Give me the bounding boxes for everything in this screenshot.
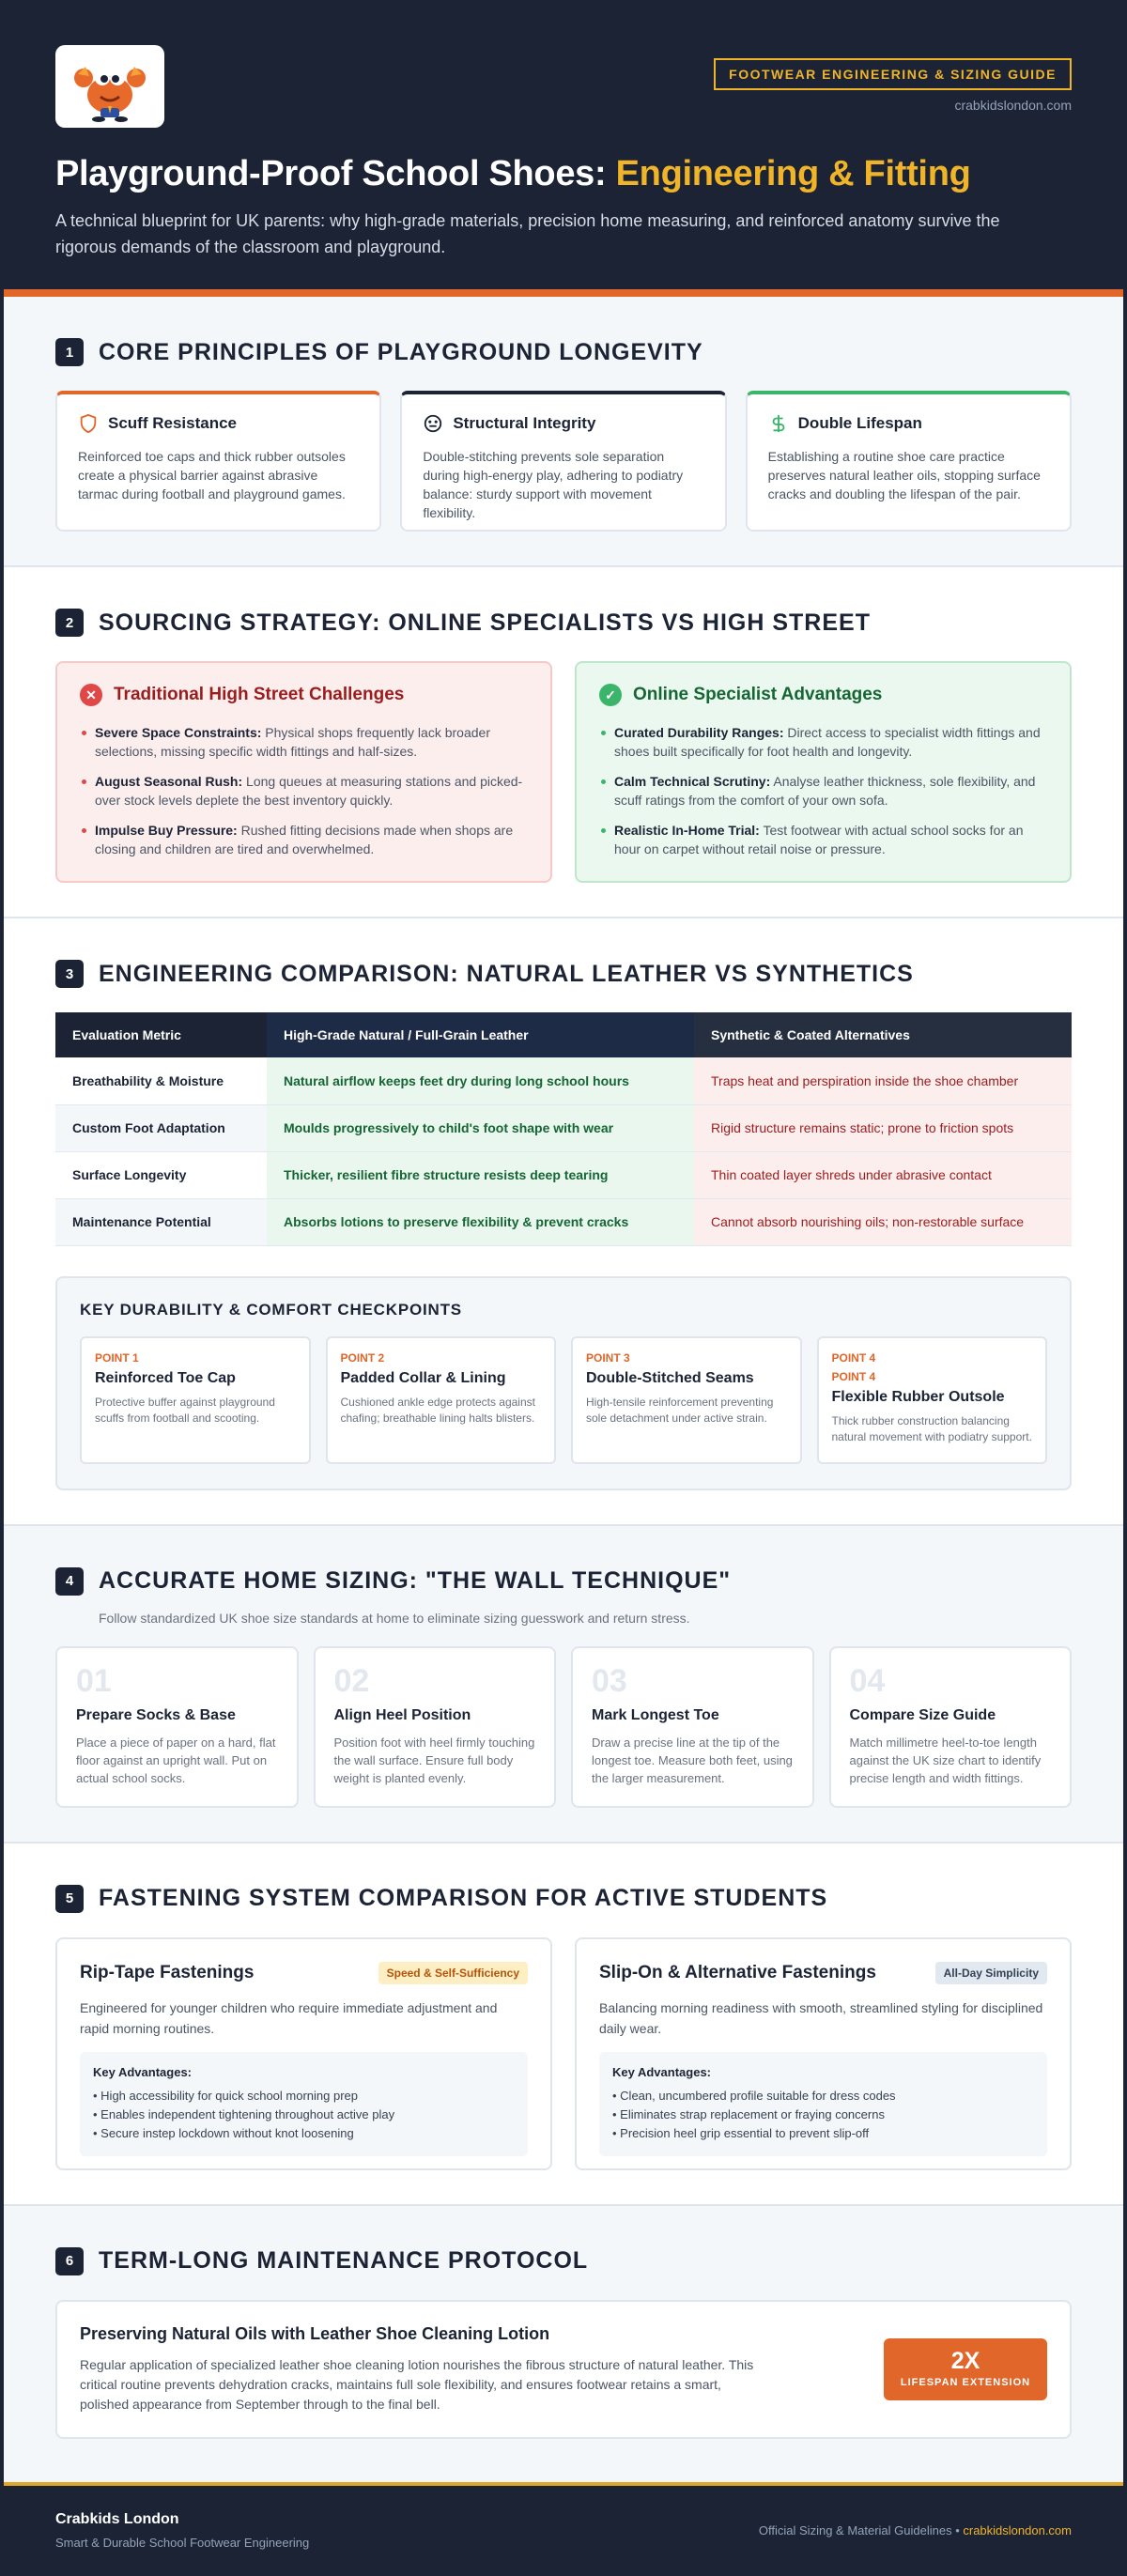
checkpoint-card [80,1336,311,1464]
section-number: 2 [55,609,84,637]
crab-mascot-icon [67,50,153,123]
checkpoint-title: Padded Collar & Lining [340,1369,506,1386]
section-title: ACCURATE HOME SIZING: "THE WALL TECHNIQUE" [99,1567,732,1594]
step-number: 04 [849,1662,886,1699]
advantages-title: Key Advantages: [612,2064,711,2079]
section-engineering-comparison [4,918,1123,1526]
metric-cell: Maintenance Potential [55,1198,267,1245]
card-text: Engineered for younger children who require immediate adjustment and rapid morning routines. [80,1999,498,2036]
card-title: Preserving Natural Oils with Leather Shoe Cleaning Lotion [80,2323,550,2343]
synthetic-cell: Cannot absorb nourishing oils; non-restorable surface [694,1198,1072,1245]
section-title: ENGINEERING COMPARISON: NATURAL LEATHER VS SYNTHETICS [99,960,914,987]
principle-card-scuff [55,391,381,532]
checkpoint-card [326,1336,557,1464]
metric-cell: Breathability & Moisture [55,1057,267,1104]
section-subtitle: Follow standardized UK shoe size standards at home to eliminate sizing guesswork and return stress. [99,1610,690,1626]
step-text: Draw a precise line at the tip of the longest toe. Measure both feet, using the larger measurement. [592,1735,793,1785]
principle-card-structure [400,391,726,532]
shield-icon [78,413,99,434]
checkpoint-text: High-tensile reinforcement preventing sole detachment under active strain. [586,1395,774,1425]
card-text: Reinforced toe caps and thick rubber outsoles create a physical barrier against abrasive tarmac during football and playground games. [78,449,346,501]
slip-on-card [575,1937,1072,2170]
checkpoints-title: KEY DURABILITY & COMFORT CHECKPOINTS [80,1300,462,1319]
site-url[interactable]: crabkidslondon.com [954,98,1072,113]
checkpoint-text: Protective buffer against playground scuffs from football and scooting. [95,1395,275,1425]
card-title: Double Lifespan [797,414,922,432]
step-title: Prepare Socks & Base [76,1706,236,1723]
step-text: Place a piece of paper on a hard, flat floor against an upright wall. Put on actual school socks. [76,1735,276,1785]
step-text: Match millimetre heel-to-toe length against the UK size chart to identify precise length and width fittings. [849,1735,1042,1785]
card-title: Rip-Tape Fastenings [80,1962,255,1982]
section-number: 1 [55,338,84,366]
list-item: • Precision heel grip essential to prevent slip-off [612,2125,870,2140]
list-item: Calm Technical Scrutiny: Analyse leather thickness, sole flexibility, and scuff ratings from the comfort of your own sofa. [599,772,1047,810]
section-number: 5 [55,1885,84,1913]
point-label: POINT 4 [831,1350,876,1365]
list-item: Curated Durability Ranges: Direct access to specialist width fittings and shoes built specifically for foot health and longevity. [599,723,1047,761]
checkpoint-card [571,1336,802,1464]
structure-icon [423,413,443,434]
list-item: Impulse Buy Pressure: Rushed fitting decisions made when shops are closing and children are tired and overwhelmed. [80,821,528,858]
step-title: Compare Size Guide [849,1706,996,1723]
section-fastening-comparison [4,1843,1123,2206]
point-label-duplicate: POINT 4 [831,1369,876,1383]
card-text: Double-stitching prevents sole separation during high-energy play, adhering to podiatry balance: sturdy support with movement flexibility. [423,449,684,520]
section-core-principles [4,297,1123,567]
step-title: Align Heel Position [333,1706,471,1723]
table-row [55,1057,1072,1104]
leather-cell: Thicker, resilient fibre structure resists deep tearing [267,1151,694,1198]
list-item: Severe Space Constraints: Physical shops frequently lack broader selections, missing specific width fittings and half-sizes. [80,723,528,761]
list-item: • Eliminates strap replacement or fraying concerns [612,2106,885,2121]
synthetic-cell: Thin coated layer shreds under abrasive contact [694,1151,1072,1198]
section-title: TERM-LONG MAINTENANCE PROTOCOL [99,2247,589,2274]
section-number: 3 [55,960,84,988]
table-row [55,1104,1072,1151]
checkpoint-card [817,1336,1048,1464]
checkpoint-text: Cushioned ankle edge protects against chafing; breathable lining halts blisters. [340,1395,535,1425]
sizing-step [55,1646,299,1808]
section-sourcing-strategy [4,567,1123,918]
dollar-icon [768,413,789,434]
synthetic-cell: Rigid structure remains static; prone to friction spots [694,1104,1072,1151]
page-subtitle: A technical blueprint for UK parents: why high-grade materials, precision home measuring, and reinforced anatomy survive the rigorous demands of the classroom and playground. [55,211,1000,256]
footer-brand: Crabkids London [55,2511,179,2527]
lifespan-label: LIFESPAN EXTENSION [900,2376,1031,2388]
checkpoint-title: Double-Stitched Seams [586,1369,754,1386]
card-text: Establishing a routine shoe care practice preserves natural leather oils, stopping surface cracks and doubling the lifespan of the pair. [767,449,1041,501]
card-title: Online Specialist Advantages [633,685,883,704]
card-title: Slip-On & Alternative Fastenings [599,1962,876,1982]
list-item: • Clean, uncumbered profile suitable for dress codes [612,2088,896,2103]
feature-tag: All-Day Simplicity [935,1962,1047,1984]
table-row [55,1151,1072,1198]
step-title: Mark Longest Toe [592,1706,719,1723]
list-item: • Enables independent tightening throughout active play [93,2106,395,2121]
section-number: 4 [55,1567,84,1596]
sizing-step [829,1646,1073,1808]
checkpoint-text: Thick rubber construction balancing natural movement with podiatry support. [831,1413,1032,1443]
online-specialist-card [575,661,1072,883]
metric-cell: Custom Foot Adaptation [55,1104,267,1151]
feature-tag: Speed & Self-Sufficiency [378,1962,528,1984]
leather-cell: Natural airflow keeps feet dry during long school hours [267,1057,694,1104]
section-maintenance [4,2206,1123,2482]
step-number: 02 [333,1662,370,1699]
advantages-box [80,2052,528,2156]
card-text: Regular application of specialized leather shoe cleaning lotion nourishes the fibrous structure of natural leather. This critical routine prevents dehydration cracks, maintains full sole flexibility, and ensures footwear retains a smart, polished appearance from September through to the final bell. [80,2356,754,2412]
advantages-box [599,2052,1047,2156]
close-icon: ✕ [80,684,102,706]
point-label: POINT 3 [586,1350,630,1365]
card-title: Traditional High Street Challenges [114,685,405,704]
section-title: FASTENING SYSTEM COMPARISON FOR ACTIVE STUDENTS [99,1885,828,1911]
synthetic-cell: Traps heat and perspiration inside the shoe chamber [694,1057,1072,1104]
crab-logo [55,45,164,128]
high-street-card [55,661,552,883]
checkpoint-title: Flexible Rubber Outsole [831,1388,1005,1405]
section-number: 6 [55,2247,84,2275]
leather-cell: Absorbs lotions to preserve flexibility & prevent cracks [267,1198,694,1245]
lifespan-multiplier: 2X [950,2347,980,2374]
section-title: CORE PRINCIPLES OF PLAYGROUND LONGEVITY [99,338,703,365]
list-item: • High accessibility for quick school morning prep [93,2088,359,2103]
footer-tagline: Smart & Durable School Footwear Engineering [55,2536,310,2550]
card-text: Balancing morning readiness with smooth, streamlined styling for disciplined daily wear. [599,1999,1043,2036]
section-home-sizing [4,1526,1123,1843]
lifespan-badge [884,2338,1047,2400]
checkpoints-panel [55,1276,1072,1490]
page-title [55,154,1072,194]
sizing-step [571,1646,814,1808]
metric-cell: Surface Longevity [55,1151,267,1198]
footer-right [759,2523,1072,2537]
list-item: • Secure instep lockdown without knot loosening [93,2125,354,2140]
hero-header [4,0,1123,297]
point-label: POINT 1 [95,1350,139,1365]
sizing-step [314,1646,557,1808]
leather-cell: Moulds progressively to child's foot shape with wear [267,1104,694,1151]
footer-link[interactable]: crabkidslondon.com [963,2523,1072,2537]
principle-card-lifespan [746,391,1072,532]
list-item: Realistic In-Home Trial: Test footwear with actual school socks for an hour on carpet without retail noise or pressure. [599,821,1047,858]
column-header: High-Grade Natural / Full-Grain Leather [267,1012,694,1057]
check-icon: ✓ [599,684,622,706]
step-number: 03 [592,1662,627,1699]
column-header: Synthetic & Coated Alternatives [694,1012,1072,1057]
step-text: Position foot with heel firmly touching the wall surface. Ensure full body weight is planted evenly. [333,1735,535,1785]
point-label: POINT 2 [340,1350,385,1365]
table-row [55,1198,1072,1245]
column-header: Evaluation Metric [55,1012,267,1057]
checkpoint-title: Reinforced Toe Cap [95,1369,236,1386]
advantages-title: Key Advantages: [93,2064,192,2079]
comparison-table [55,1012,1072,1246]
page-footer [4,2482,1123,2576]
maintenance-card [55,2300,1072,2439]
section-title: SOURCING STRATEGY: ONLINE SPECIALISTS VS HIGH STREET [99,609,871,636]
step-number: 01 [76,1662,112,1699]
guide-badge: FOOTWEAR ENGINEERING & SIZING GUIDE [714,58,1072,90]
card-title: Structural Integrity [453,414,596,432]
footer-guidelines: Official Sizing & Material Guidelines • [758,2523,964,2537]
title-main: Playground-Proof School Shoes: [55,154,616,193]
card-title: Scuff Resistance [108,414,237,432]
title-accent: Engineering & Fitting [615,154,971,193]
rip-tape-card [55,1937,552,2170]
list-item: August Seasonal Rush: Long queues at measuring stations and picked-over stock levels deplete the best inventory quickly. [80,772,528,810]
